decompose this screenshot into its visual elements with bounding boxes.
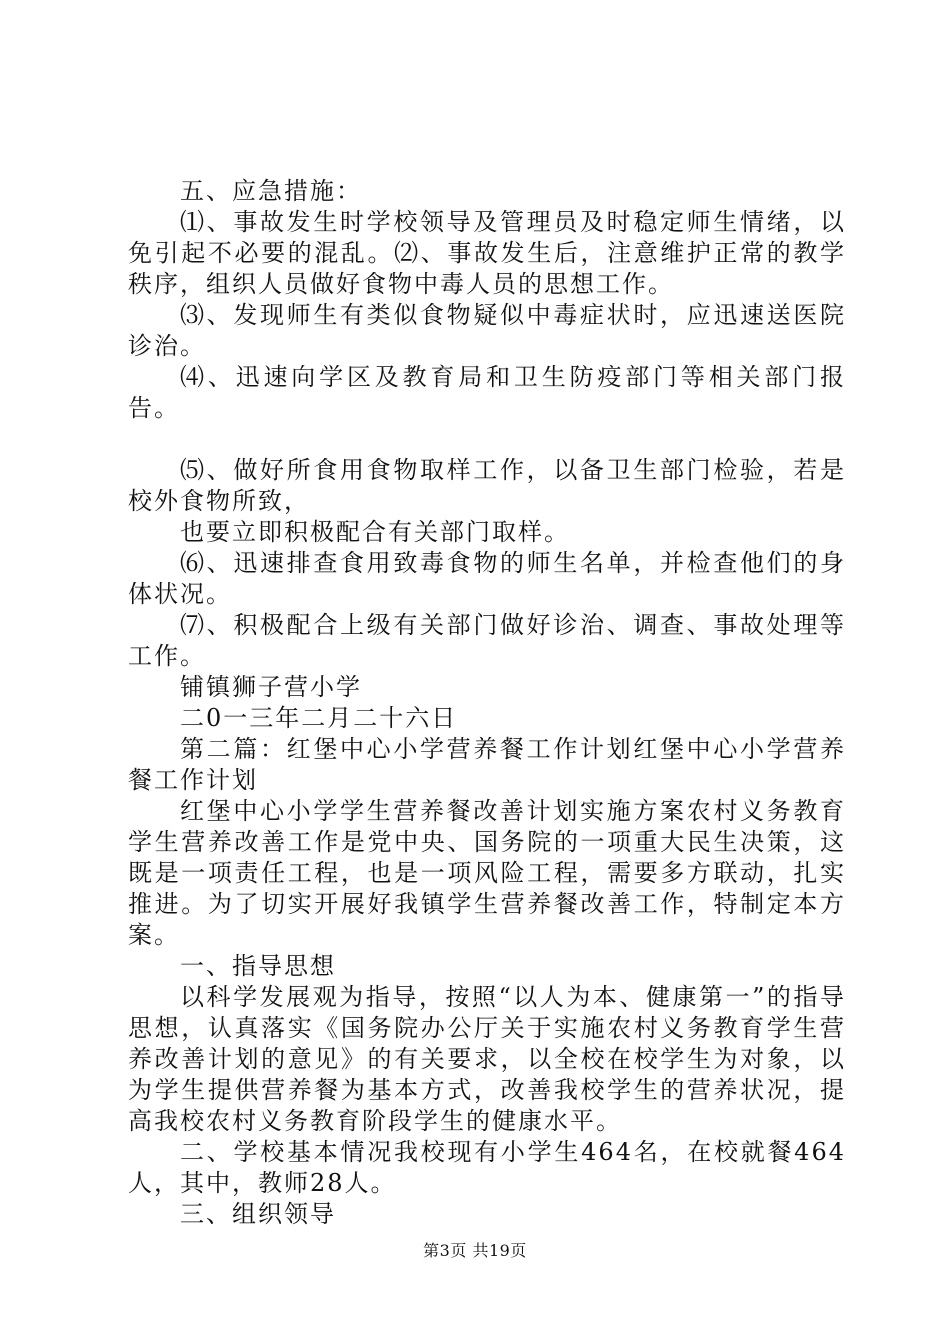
heading-emergency-measures: 五、应急措施： bbox=[180, 177, 362, 205]
page-footer bbox=[0, 1238, 950, 1261]
paragraph-measure-3: ⑶、发现师生有类似食物疑似中毒症状时，应迅速送医院诊治。 bbox=[128, 301, 846, 360]
paragraph-guiding-ideology: 以科学发展观为指导，按照“以人为本、健康第一”的指导思想，认真落实《国务院办公厅关于实施农村义务教育学生营养改善计划的意见》的有关要求，以全校在校学生为对象，以为学生提供营养餐为基本方式，改善我校学生的营养状况，提高我校农村义务教育阶段学生的健康水平。 bbox=[128, 983, 846, 1135]
paragraph-measure-5: ⑸、做好所食用食物取样工作，以备卫生部门检验，若是校外食物所致， bbox=[128, 456, 846, 515]
paragraph-measure-4: ⑷、迅速向学区及教育局和卫生防疫部门等相关部门报告。 bbox=[128, 363, 846, 422]
signature-date: 二0一三年二月二十六日 bbox=[180, 704, 458, 732]
section-title-second-article: 第二篇：红堡中心小学营养餐工作计划红堡中心小学营养餐工作计划 bbox=[128, 735, 846, 794]
page-number-label: 第3页 共19页 bbox=[423, 1241, 527, 1260]
paragraph-measure-7: ⑺、积极配合上级有关部门做好诊治、调查、事故处理等工作。 bbox=[128, 611, 846, 670]
heading-guiding-ideology: 一、指导思想 bbox=[180, 952, 336, 980]
paragraph-measure-6: ⑹、迅速排查食用致毒食物的师生名单，并检查他们的身体状况。 bbox=[128, 549, 846, 608]
paragraph-measure-1-2: ⑴、事故发生时学校领导及管理员及时稳定师生情绪，以免引起不必要的混乱。⑵、事故发生后，注意维护正常的教学秩序，组织人员做好食物中毒人员的思想工作。 bbox=[128, 208, 846, 298]
paragraph-measure-5-continued: 也要立即积极配合有关部门取样。 bbox=[180, 518, 570, 546]
signature-school-name: 铺镇狮子营小学 bbox=[180, 673, 362, 701]
paragraph-introduction: 红堡中心小学学生营养餐改善计划实施方案农村义务教育学生营养改善工作是党中央、国务院的一项重大民生决策，这既是一项责任工程，也是一项风险工程，需要多方联动，扎实推进。为了切实开展好我镇学生营养餐改善工作，特制定本方案。 bbox=[128, 797, 846, 949]
document-body bbox=[128, 176, 846, 1230]
heading-organization-leadership: 三、组织领导 bbox=[180, 1200, 336, 1228]
paragraph-school-basic-info: 二、学校基本情况我校现有小学生464名，在校就餐464人，其中，教师28人。 bbox=[128, 1138, 846, 1197]
